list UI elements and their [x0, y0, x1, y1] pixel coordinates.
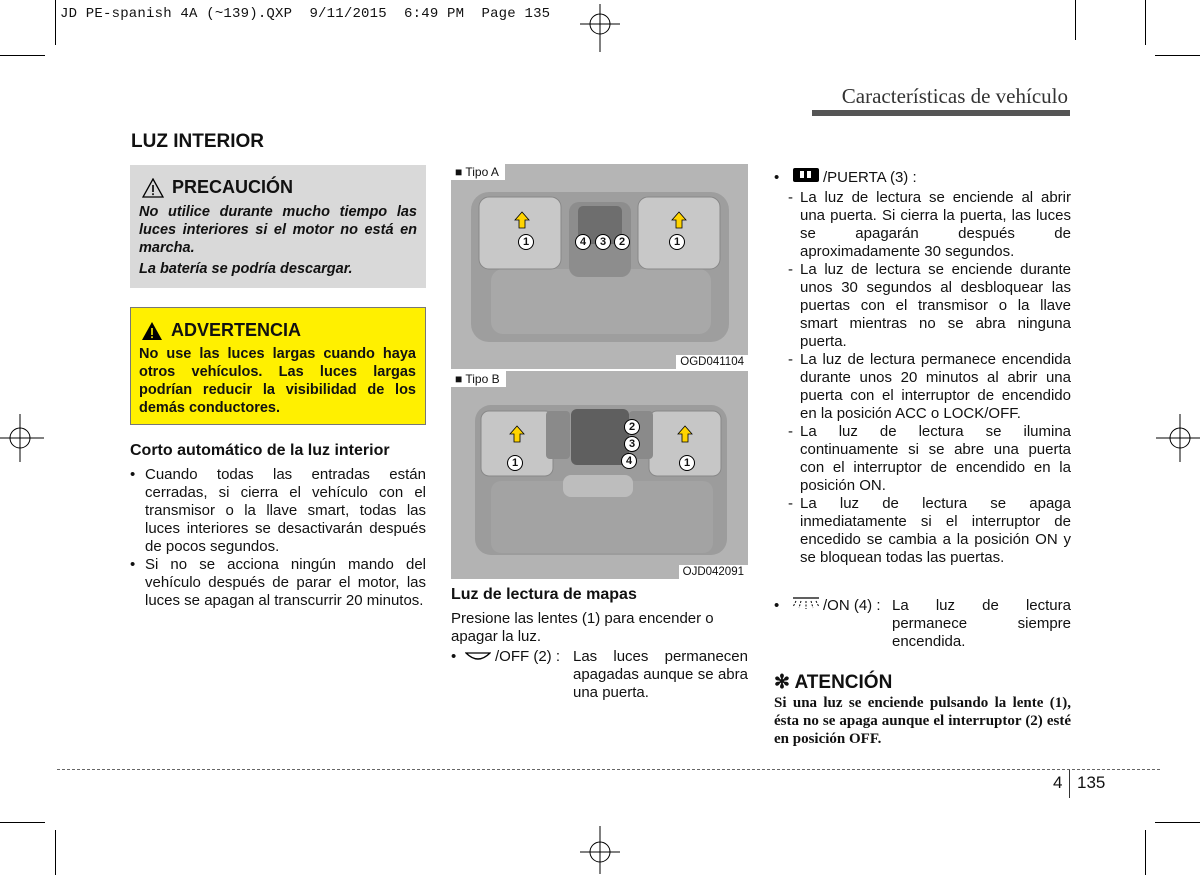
door-lamp-icon: [792, 167, 820, 185]
page-number: 135: [1077, 773, 1106, 792]
auto-off-list: [130, 466, 426, 610]
on-label: /ON (4) :: [823, 597, 881, 614]
registration-mark-right: [1154, 414, 1200, 462]
on-text: La luz de lectura permanece siempre encendida.: [892, 597, 1071, 650]
print-slug: JD PE-spanish 4A (~139).QXP 9/11/2015 6:49 PM Page 135: [60, 6, 551, 22]
overhead-console-illustration: [451, 164, 748, 369]
registration-mark-top: [576, 4, 624, 52]
callout-4: 4: [621, 453, 637, 469]
figure-tipo-b: [451, 371, 748, 579]
bullet: •: [774, 169, 780, 186]
caution-box: [130, 165, 426, 288]
list-item: - La luz de lectura se enciende al abrir una puerta. Si cierra la puerta, las luces se apagarán después de aproximadamente 30 segundos.: [788, 189, 1071, 261]
warning-text: No use las luces largas cuando haya otros vehículos. Las luces largas podrían reducir la visibilidad de los demás conductores.: [139, 346, 416, 416]
callout-2: 2: [614, 234, 630, 250]
attention-text: Si una luz se enciende pulsando la lente (1), ésta no se apaga aunque el interruptor (2) esté en posición OFF.: [774, 695, 1071, 747]
callout-1-right: 1: [669, 234, 685, 250]
map-light-intro: Presione las lentes (1) para encender o apagar la luz.: [451, 610, 714, 645]
map-light-heading: Luz de lectura de mapas: [451, 586, 637, 603]
bullet: •: [774, 597, 780, 614]
list-item: • Si no se acciona ningún mando del vehículo después de parar el motor, las luces se apagan al transcurrir 20 minutos.: [130, 556, 426, 610]
registration-mark-left: [0, 414, 46, 462]
caution-text-2: La batería se podría descargar.: [139, 261, 353, 277]
auto-off-heading: Corto automático de la luz interior: [130, 442, 390, 459]
figure-tipo-a: [451, 164, 748, 369]
list-item: - La luz de lectura se apaga inmediatamente si el interruptor de encedido se cambia a la posición ON y se bloquean todas las puertas.: [788, 495, 1071, 567]
bullet: •: [451, 648, 457, 665]
section-title: LUZ INTERIOR: [131, 131, 264, 152]
warning-title: ADVERTENCIA: [171, 320, 302, 340]
callout-1-left: 1: [507, 455, 523, 471]
overhead-console-illustration: [451, 371, 748, 579]
callout-3: 3: [624, 436, 640, 452]
chapter-number: 4: [1053, 773, 1063, 792]
door-label: /PUERTA (3) :: [823, 169, 917, 186]
callout-4: 4: [575, 234, 591, 250]
lamp-on-icon: [791, 595, 821, 611]
caution-text-1: No utilice durante mucho tiempo las luces interiores si el motor no está en marcha.: [139, 204, 417, 256]
footer-rule: [57, 769, 1160, 770]
list-item: - La luz de lectura se enciende durante unos 30 segundos al desbloquear las puertas con el transmisor o la llave smart mientras no se abra ninguna puerta.: [788, 261, 1071, 351]
lamp-off-icon: [465, 651, 491, 663]
header-rule: [812, 110, 1070, 116]
off-text: Las luces permanecen apagadas aunque se abra una puerta.: [573, 648, 748, 701]
callout-3: 3: [595, 234, 611, 250]
figure-a-label: ■ Tipo A: [451, 164, 505, 180]
attention-heading: [774, 671, 892, 694]
page-number-divider: [1069, 770, 1070, 798]
list-item: - La luz de lectura permanece encendida durante unos 20 minutos al abrir una puerta con el interruptor de encendido en la posición ACC o LOCK/OFF.: [788, 351, 1071, 423]
warning-triangle-icon: [142, 178, 164, 198]
list-item: - La luz de lectura se ilumina continuamente si se abre una puerta con el interruptor de encendido en la posición ON.: [788, 423, 1071, 495]
warning-heading: [141, 320, 301, 341]
callout-1-right: 1: [679, 455, 695, 471]
caution-title: PRECAUCIÓN: [172, 177, 294, 197]
door-list: [788, 189, 1071, 567]
off-label: /OFF (2) :: [495, 648, 560, 665]
callout-2: 2: [624, 419, 640, 435]
caution-heading: [142, 177, 293, 198]
figure-b-code: OJD042091: [679, 565, 748, 579]
attention-title: ATENCIÓN: [794, 672, 893, 693]
registration-mark-bottom: [576, 826, 624, 874]
warning-triangle-icon: [141, 321, 163, 341]
callout-1-left: 1: [518, 234, 534, 250]
warning-box: [130, 307, 426, 425]
figure-a-code: OGD041104: [676, 355, 748, 369]
list-item: • Cuando todas las entradas están cerradas, si cierra el vehículo con el transmisor o la llave smart, todas las luces interiores se desactivarán después de pocos segundos.: [130, 466, 426, 556]
figure-b-label: ■ Tipo B: [451, 371, 506, 387]
page-header-title: Características de vehículo: [841, 84, 1068, 108]
asterisk-icon: ✻: [774, 672, 790, 693]
